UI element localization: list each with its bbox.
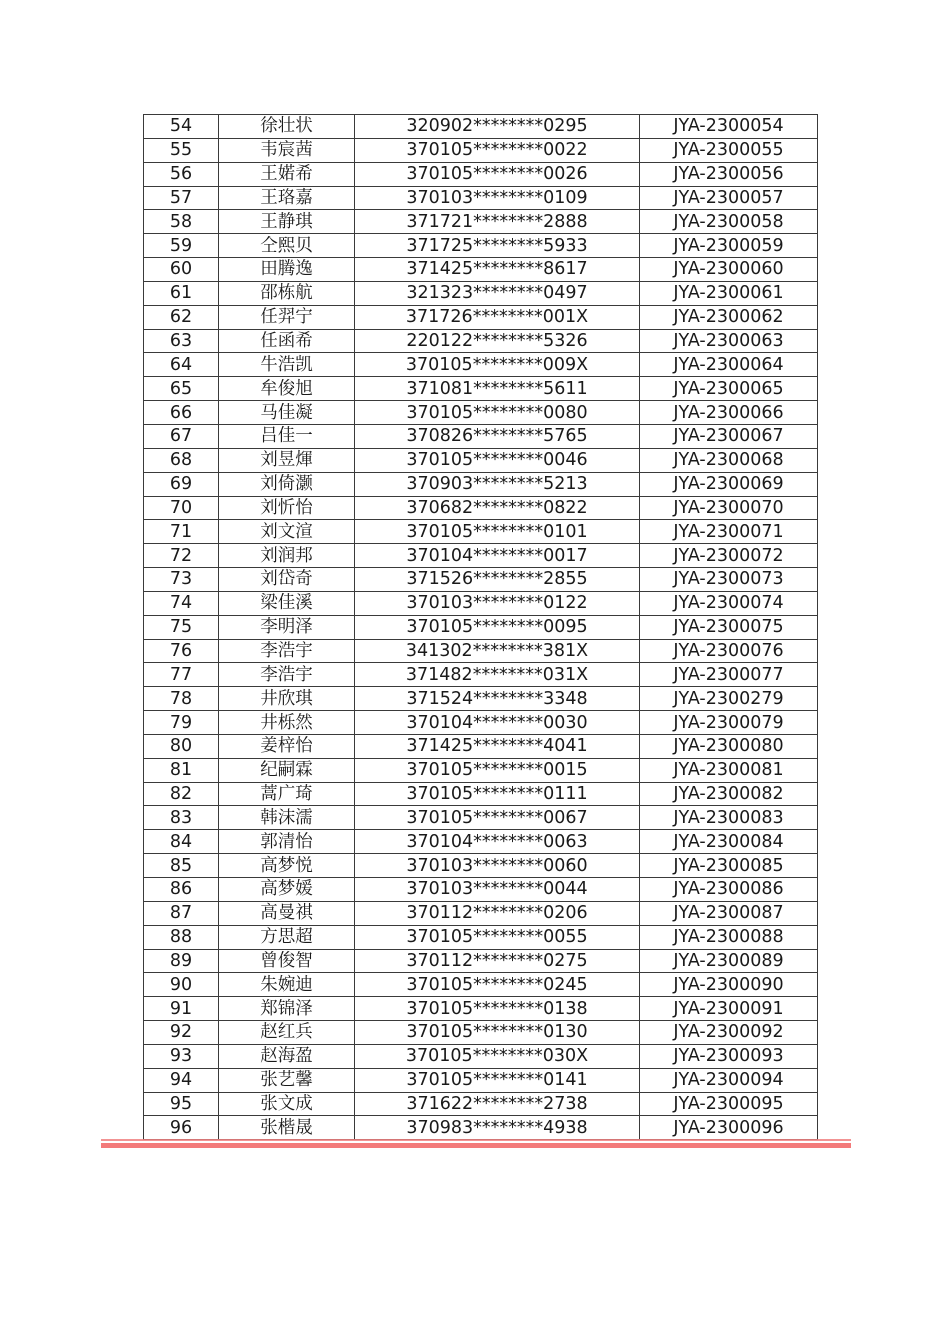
table-row — [144, 663, 818, 687]
certificate-code-cell: JYA-2300087 — [640, 901, 818, 925]
name-cell: 徐壮状 — [219, 115, 355, 139]
name-cell: 高梦悦 — [219, 854, 355, 878]
certificate-code-cell: JYA-2300056 — [640, 162, 818, 186]
name-cell: 王静琪 — [219, 210, 355, 234]
row-number-cell: 86 — [144, 878, 219, 902]
id-number-cell: 370104********0017 — [355, 544, 640, 568]
id-number-cell: 370103********0044 — [355, 878, 640, 902]
certificate-code-cell: JYA-2300073 — [640, 568, 818, 592]
id-number-cell: 370105********0026 — [355, 162, 640, 186]
id-number-cell: 370104********0063 — [355, 830, 640, 854]
name-cell: 张艺馨 — [219, 1068, 355, 1092]
row-number-cell: 93 — [144, 1044, 219, 1068]
name-cell: 刘文渲 — [219, 520, 355, 544]
name-cell: 高曼祺 — [219, 901, 355, 925]
certificate-code-cell: JYA-2300060 — [640, 258, 818, 282]
table-row — [144, 925, 818, 949]
name-cell: 方思超 — [219, 925, 355, 949]
row-number-cell: 94 — [144, 1068, 219, 1092]
name-cell: 任函希 — [219, 329, 355, 353]
name-cell: 刘昱煇 — [219, 448, 355, 472]
table-row — [144, 734, 818, 758]
table-row — [144, 520, 818, 544]
name-cell: 赵海盈 — [219, 1044, 355, 1068]
id-number-cell: 320902********0295 — [355, 115, 640, 139]
table-row — [144, 401, 818, 425]
name-cell: 高梦媛 — [219, 878, 355, 902]
row-number-cell: 55 — [144, 138, 219, 162]
row-number-cell: 89 — [144, 949, 219, 973]
name-cell: 郑锦泽 — [219, 997, 355, 1021]
id-number-cell: 371622********2738 — [355, 1092, 640, 1116]
id-number-cell: 371425********4041 — [355, 734, 640, 758]
table-row — [144, 854, 818, 878]
name-cell: 王婼希 — [219, 162, 355, 186]
table-row — [144, 591, 818, 615]
row-number-cell: 77 — [144, 663, 219, 687]
id-number-cell: 370104********0030 — [355, 711, 640, 735]
name-cell: 蒿广琦 — [219, 782, 355, 806]
id-number-cell: 370103********0109 — [355, 186, 640, 210]
id-number-cell: 371524********3348 — [355, 687, 640, 711]
row-number-cell: 81 — [144, 758, 219, 782]
id-number-cell: 370105********030X — [355, 1044, 640, 1068]
certificate-code-cell: JYA-2300066 — [640, 401, 818, 425]
id-number-cell: 370105********0022 — [355, 138, 640, 162]
table-row — [144, 544, 818, 568]
row-number-cell: 74 — [144, 591, 219, 615]
name-cell: 牛浩凯 — [219, 353, 355, 377]
table-row — [144, 615, 818, 639]
certificate-code-cell: JYA-2300071 — [640, 520, 818, 544]
certificate-code-cell: JYA-2300082 — [640, 782, 818, 806]
certificate-code-cell: JYA-2300065 — [640, 377, 818, 401]
name-cell: 刘润邦 — [219, 544, 355, 568]
id-number-cell: 370103********0122 — [355, 591, 640, 615]
certificate-code-cell: JYA-2300064 — [640, 353, 818, 377]
name-cell: 张楷晟 — [219, 1116, 355, 1140]
row-number-cell: 75 — [144, 615, 219, 639]
row-number-cell: 96 — [144, 1116, 219, 1140]
table-row — [144, 234, 818, 258]
certificate-code-cell: JYA-2300061 — [640, 281, 818, 305]
certificate-code-cell: JYA-2300086 — [640, 878, 818, 902]
certificate-code-cell: JYA-2300279 — [640, 687, 818, 711]
row-number-cell: 87 — [144, 901, 219, 925]
certificate-code-cell: JYA-2300092 — [640, 1021, 818, 1045]
table-row — [144, 997, 818, 1021]
certificate-code-cell: JYA-2300084 — [640, 830, 818, 854]
table-row — [144, 162, 818, 186]
certificate-code-cell: JYA-2300070 — [640, 496, 818, 520]
name-cell: 韩沫濡 — [219, 806, 355, 830]
certificate-code-cell: JYA-2300074 — [640, 591, 818, 615]
id-number-cell: 370105********0138 — [355, 997, 640, 1021]
row-number-cell: 56 — [144, 162, 219, 186]
id-number-cell: 370826********5765 — [355, 424, 640, 448]
certificate-code-cell: JYA-2300079 — [640, 711, 818, 735]
row-number-cell: 82 — [144, 782, 219, 806]
name-cell: 马佳凝 — [219, 401, 355, 425]
row-number-cell: 54 — [144, 115, 219, 139]
table-row — [144, 830, 818, 854]
certificate-code-cell: JYA-2300077 — [640, 663, 818, 687]
footer-rule-thin — [101, 1139, 851, 1141]
table-row — [144, 138, 818, 162]
id-number-cell: 370105********0067 — [355, 806, 640, 830]
name-cell: 刘倚灏 — [219, 472, 355, 496]
row-number-cell: 58 — [144, 210, 219, 234]
row-number-cell: 90 — [144, 973, 219, 997]
row-number-cell: 95 — [144, 1092, 219, 1116]
certificate-code-cell: JYA-2300054 — [640, 115, 818, 139]
row-number-cell: 69 — [144, 472, 219, 496]
name-cell: 田腾逸 — [219, 258, 355, 282]
name-cell: 井栎然 — [219, 711, 355, 735]
certificate-code-cell: JYA-2300081 — [640, 758, 818, 782]
row-number-cell: 60 — [144, 258, 219, 282]
name-cell: 姜梓怡 — [219, 734, 355, 758]
table-row — [144, 1116, 818, 1140]
footer-rule-thick — [101, 1143, 851, 1148]
certificate-code-cell: JYA-2300075 — [640, 615, 818, 639]
id-number-cell: 370105********0080 — [355, 401, 640, 425]
row-number-cell: 62 — [144, 305, 219, 329]
table-row — [144, 1021, 818, 1045]
row-number-cell: 68 — [144, 448, 219, 472]
table-row — [144, 687, 818, 711]
id-number-cell: 370105********0245 — [355, 973, 640, 997]
row-number-cell: 80 — [144, 734, 219, 758]
id-number-cell: 370112********0275 — [355, 949, 640, 973]
table-row — [144, 472, 818, 496]
id-number-cell: 370105********0046 — [355, 448, 640, 472]
name-cell: 邵栋航 — [219, 281, 355, 305]
certificate-code-cell: JYA-2300057 — [640, 186, 818, 210]
row-number-cell: 65 — [144, 377, 219, 401]
name-cell: 李浩宇 — [219, 663, 355, 687]
row-number-cell: 64 — [144, 353, 219, 377]
name-cell: 王珞嘉 — [219, 186, 355, 210]
row-number-cell: 67 — [144, 424, 219, 448]
name-cell: 赵红兵 — [219, 1021, 355, 1045]
row-number-cell: 66 — [144, 401, 219, 425]
id-number-cell: 371081********5611 — [355, 377, 640, 401]
table-row — [144, 353, 818, 377]
table-row — [144, 758, 818, 782]
id-number-cell: 321323********0497 — [355, 281, 640, 305]
table-row — [144, 1068, 818, 1092]
roster-table-body — [144, 115, 818, 1140]
row-number-cell: 63 — [144, 329, 219, 353]
certificate-code-cell: JYA-2300062 — [640, 305, 818, 329]
name-cell: 纪嗣霖 — [219, 758, 355, 782]
id-number-cell: 371725********5933 — [355, 234, 640, 258]
row-number-cell: 71 — [144, 520, 219, 544]
name-cell: 李明泽 — [219, 615, 355, 639]
row-number-cell: 91 — [144, 997, 219, 1021]
id-number-cell: 220122********5326 — [355, 329, 640, 353]
id-number-cell: 370682********0822 — [355, 496, 640, 520]
id-number-cell: 370105********0141 — [355, 1068, 640, 1092]
table-row — [144, 949, 818, 973]
certificate-code-cell: JYA-2300094 — [640, 1068, 818, 1092]
row-number-cell: 88 — [144, 925, 219, 949]
certificate-code-cell: JYA-2300090 — [640, 973, 818, 997]
certificate-code-cell: JYA-2300067 — [640, 424, 818, 448]
name-cell: 朱婉迪 — [219, 973, 355, 997]
table-row — [144, 115, 818, 139]
certificate-code-cell: JYA-2300095 — [640, 1092, 818, 1116]
row-number-cell: 57 — [144, 186, 219, 210]
id-number-cell: 370103********0060 — [355, 854, 640, 878]
certificate-code-cell: JYA-2300083 — [640, 806, 818, 830]
id-number-cell: 371721********2888 — [355, 210, 640, 234]
certificate-code-cell: JYA-2300069 — [640, 472, 818, 496]
row-number-cell: 73 — [144, 568, 219, 592]
id-number-cell: 370105********0101 — [355, 520, 640, 544]
id-number-cell: 370105********0015 — [355, 758, 640, 782]
certificate-code-cell: JYA-2300076 — [640, 639, 818, 663]
row-number-cell: 84 — [144, 830, 219, 854]
name-cell: 郭清怡 — [219, 830, 355, 854]
row-number-cell: 72 — [144, 544, 219, 568]
id-number-cell: 371482********031X — [355, 663, 640, 687]
table-row — [144, 258, 818, 282]
id-number-cell: 370105********009X — [355, 353, 640, 377]
table-row — [144, 806, 818, 830]
certificate-code-cell: JYA-2300072 — [640, 544, 818, 568]
table-row — [144, 901, 818, 925]
id-number-cell: 370105********0095 — [355, 615, 640, 639]
id-number-cell: 370105********0130 — [355, 1021, 640, 1045]
table-row — [144, 1044, 818, 1068]
id-number-cell: 371726********001X — [355, 305, 640, 329]
name-cell: 梁佳溪 — [219, 591, 355, 615]
name-cell: 韦宸茜 — [219, 138, 355, 162]
table-row — [144, 496, 818, 520]
name-cell: 曾俊智 — [219, 949, 355, 973]
table-row — [144, 424, 818, 448]
certificate-code-cell: JYA-2300055 — [640, 138, 818, 162]
row-number-cell: 78 — [144, 687, 219, 711]
table-row — [144, 639, 818, 663]
id-number-cell: 371526********2855 — [355, 568, 640, 592]
certificate-code-cell: JYA-2300063 — [640, 329, 818, 353]
roster-table — [143, 114, 818, 1140]
id-number-cell: 370983********4938 — [355, 1116, 640, 1140]
name-cell: 仝熙贝 — [219, 234, 355, 258]
table-row — [144, 377, 818, 401]
certificate-code-cell: JYA-2300091 — [640, 997, 818, 1021]
certificate-code-cell: JYA-2300088 — [640, 925, 818, 949]
id-number-cell: 341302********381X — [355, 639, 640, 663]
row-number-cell: 59 — [144, 234, 219, 258]
name-cell: 刘忻怡 — [219, 496, 355, 520]
id-number-cell: 370105********0111 — [355, 782, 640, 806]
table-row — [144, 210, 818, 234]
table-row — [144, 305, 818, 329]
name-cell: 牟俊旭 — [219, 377, 355, 401]
row-number-cell: 61 — [144, 281, 219, 305]
name-cell: 张文成 — [219, 1092, 355, 1116]
id-number-cell: 371425********8617 — [355, 258, 640, 282]
id-number-cell: 370105********0055 — [355, 925, 640, 949]
row-number-cell: 83 — [144, 806, 219, 830]
table-row — [144, 973, 818, 997]
row-number-cell: 85 — [144, 854, 219, 878]
name-cell: 任羿宁 — [219, 305, 355, 329]
certificate-code-cell: JYA-2300085 — [640, 854, 818, 878]
name-cell: 刘岱奇 — [219, 568, 355, 592]
name-cell: 吕佳一 — [219, 424, 355, 448]
certificate-code-cell: JYA-2300093 — [640, 1044, 818, 1068]
certificate-code-cell: JYA-2300096 — [640, 1116, 818, 1140]
row-number-cell: 79 — [144, 711, 219, 735]
table-row — [144, 281, 818, 305]
certificate-code-cell: JYA-2300089 — [640, 949, 818, 973]
name-cell: 井欣琪 — [219, 687, 355, 711]
table-row — [144, 186, 818, 210]
certificate-code-cell: JYA-2300080 — [640, 734, 818, 758]
certificate-code-cell: JYA-2300068 — [640, 448, 818, 472]
certificate-code-cell: JYA-2300059 — [640, 234, 818, 258]
table-row — [144, 1092, 818, 1116]
table-row — [144, 782, 818, 806]
name-cell: 李浩宇 — [219, 639, 355, 663]
row-number-cell: 92 — [144, 1021, 219, 1045]
id-number-cell: 370112********0206 — [355, 901, 640, 925]
certificate-code-cell: JYA-2300058 — [640, 210, 818, 234]
table-row — [144, 568, 818, 592]
row-number-cell: 70 — [144, 496, 219, 520]
table-row — [144, 878, 818, 902]
table-row — [144, 711, 818, 735]
row-number-cell: 76 — [144, 639, 219, 663]
table-row — [144, 329, 818, 353]
id-number-cell: 370903********5213 — [355, 472, 640, 496]
table-row — [144, 448, 818, 472]
